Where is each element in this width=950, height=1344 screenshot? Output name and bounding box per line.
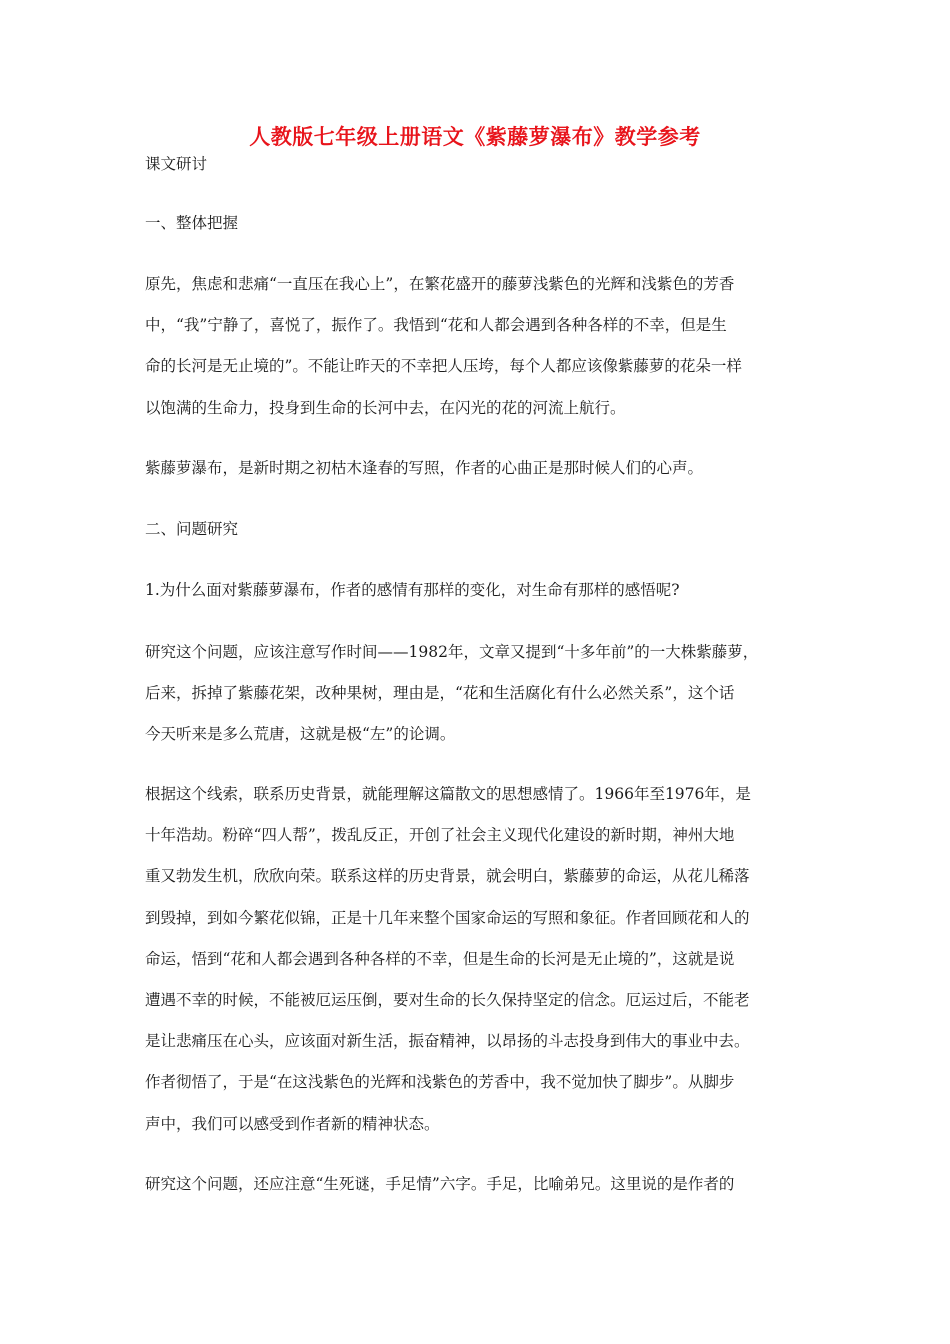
paragraph-line: 以饱满的生命力，投身到生命的长河中去，在闪光的花的河流上航行。 xyxy=(145,398,626,417)
paragraph-overall-1 xyxy=(145,264,815,429)
paragraph-study-1 xyxy=(145,632,815,756)
paragraph-line: 命的长河是无止境的”。不能让昨天的不幸把人压垮，每个人都应该像紫藤萝的花朵一样 xyxy=(145,357,742,376)
paragraph-line: 研究这个问题，应该注意写作时间——1982年，文章又提到“十多年前”的一大株紫藤萝， xyxy=(145,643,759,661)
document-title: 人教版七年级上册语文《紫藤萝瀑布》教学参考 xyxy=(249,124,701,149)
question-1: 1.为什么面对紫藤萝瀑布，作者的感情有那样的变化，对生命有那样的感悟呢? xyxy=(145,581,680,599)
paragraph-line: 重又勃发生机，欣欣向荣。联系这样的历史背景，就会明白，紫藤萝的命运，从花儿稀落 xyxy=(145,867,750,886)
paragraph-line: 中，“我”宁静了，喜悦了，振作了。我悟到“花和人都会遇到各种各样的不幸，但是生 xyxy=(145,316,727,335)
paragraph-line: 后来，拆掉了紫藤花架，改种果树，理由是，“花和生活腐化有什么必然关系”，这个话 xyxy=(145,684,735,703)
paragraph-line: 根据这个线索，联系历史背景，就能理解这篇散文的思想感情了。1966年至1976年，是 xyxy=(145,785,751,803)
paragraph-line: 遭遇不幸的时候，不能被厄运压倒，要对生命的长久保持坚定的信念。厄运过后，不能老 xyxy=(145,991,750,1010)
paragraph-line: 命运，悟到“花和人都会遇到各种各样的不幸，但是生命的长河是无止境的”，这就是说 xyxy=(145,949,735,968)
paragraph-line: 到毁掉，到如今繁花似锦，正是十几年来整个国家命运的写照和象征。作者回顾花和人的 xyxy=(145,908,750,927)
paragraph-study-2 xyxy=(145,774,815,1145)
paragraph-line: 声中，我们可以感受到作者新的精神状态。 xyxy=(145,1114,440,1133)
paragraph-line: 是让悲痛压在心头，应该面对新生活，振奋精神，以昂扬的斗志投身到伟大的事业中去。 xyxy=(145,1032,750,1051)
paragraph-line: 原先，焦虑和悲痛“一直压在我心上”，在繁花盛开的藤萝浅紫色的光辉和浅紫色的芳香 xyxy=(145,275,735,293)
section-label: 课文研讨 xyxy=(145,155,208,173)
heading-overall-grasp: 一、整体把握 xyxy=(145,214,239,232)
paragraph-study-3: 研究这个问题，还应注意“生死谜，手足情”六字。手足，比喻弟兄。这里说的是作者的 xyxy=(145,1175,735,1193)
paragraph-overall-2: 紫藤萝瀑布，是新时期之初枯木逢春的写照，作者的心曲正是那时候人们的心声。 xyxy=(145,459,704,477)
heading-problem-study: 二、问题研究 xyxy=(145,520,239,538)
paragraph-line: 今天听来是多么荒唐，这就是极“左”的论调。 xyxy=(145,725,456,744)
paragraph-line: 作者彻悟了，于是“在这浅紫色的光辉和浅紫色的芳香中，我不觉加快了脚步”。从脚步 xyxy=(145,1073,735,1092)
paragraph-line: 十年浩劫。粉碎“四人帮”，拨乱反正，开创了社会主义现代化建设的新时期，神州大地 xyxy=(145,826,735,845)
